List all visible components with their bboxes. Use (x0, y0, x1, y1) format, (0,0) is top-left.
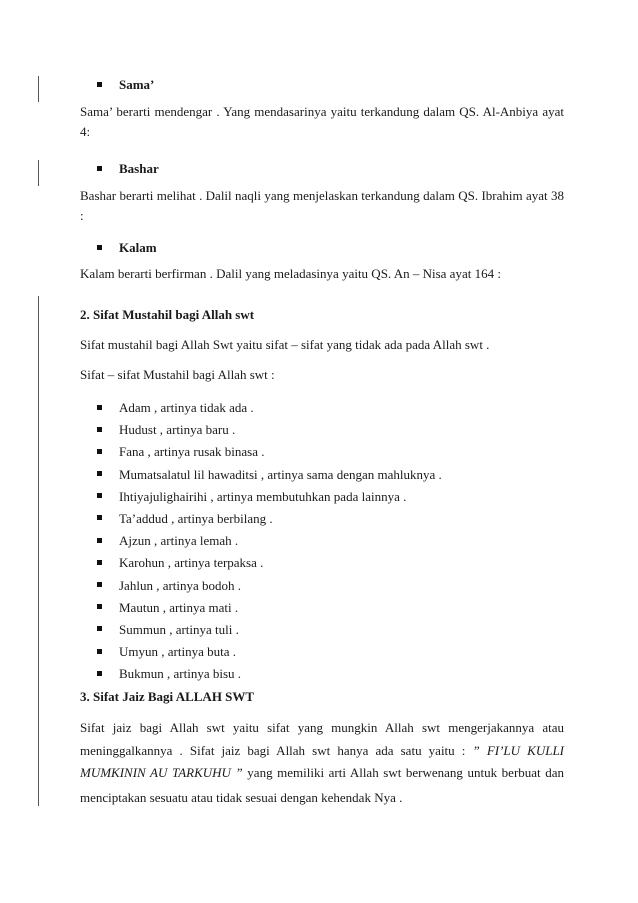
section-heading-mustahil: 2. Sifat Mustahil bagi Allah swt (80, 307, 255, 322)
section-heading-jaiz: 3. Sifat Jaiz Bagi ALLAH SWT (80, 689, 255, 704)
list-item: Karohun , artinya terpaksa . (97, 555, 442, 577)
bullet-heading-kalam (97, 240, 157, 256)
change-bar-3 (38, 296, 39, 806)
paragraph-line: : (80, 208, 84, 223)
square-bullet-icon (97, 405, 102, 410)
text-run: meninggalkannya . Sifat jaiz bagi Allah swt hanya ada satu yaitu : (80, 743, 466, 758)
list-item: Ajzun , artinya lemah . (97, 533, 442, 555)
list-item: Mumatsalatul lil hawaditsi , artinya sama dengan mahluknya . (97, 467, 442, 489)
text-run: yang memiliki arti Allah swt berwenang untuk berbuat dan (242, 765, 564, 780)
paragraph-mustahil-intro: Sifat mustahil bagi Allah Swt yaitu sifat – sifat yang tidak ada pada Allah swt . (80, 337, 490, 352)
paragraph-line: Sifat jaiz bagi Allah swt yaitu sifat yang mungkin Allah swt mengerjakannya atau (80, 720, 564, 735)
text-run-italic: ” FI’LU KULLI (472, 743, 565, 758)
paragraph-jaiz (80, 718, 564, 817)
bullet-heading-sama (97, 77, 154, 93)
list-item: Summun , artinya tuli . (97, 622, 442, 644)
square-bullet-icon (97, 560, 102, 565)
heading-text: Bashar (119, 161, 159, 176)
list-item: Fana , artinya rusak binasa . (97, 444, 442, 466)
list-item: Bukmun , artinya bisu . (97, 666, 442, 688)
mustahil-list (97, 400, 442, 688)
square-bullet-icon (97, 649, 102, 654)
change-bar-2 (38, 160, 39, 186)
paragraph-line: menciptakan sesuatu atau tidak sesuai dengan kehendak Nya . (80, 790, 403, 805)
list-item: Umyun , artinya buta . (97, 644, 442, 666)
heading-text: Kalam (119, 240, 157, 255)
list-item: Mautun , artinya mati . (97, 600, 442, 622)
square-bullet-icon (97, 245, 102, 250)
paragraph-bashar (80, 186, 564, 235)
square-bullet-icon (97, 515, 102, 520)
list-item: Ta’addud , artinya berbilang . (97, 511, 442, 533)
square-bullet-icon (97, 604, 102, 609)
text-run-italic: MUMKININ AU TARKUHU ” (80, 765, 243, 780)
square-bullet-icon (97, 449, 102, 454)
paragraph-sama (80, 102, 564, 151)
change-bar-1 (38, 76, 39, 102)
paragraph-line: Sama’ berarti mendengar . Yang mendasarinya yaitu terkandung dalam QS. Al-Anbiya ayat (80, 104, 564, 119)
square-bullet-icon (97, 582, 102, 587)
bullet-heading-bashar (97, 161, 159, 177)
square-bullet-icon (97, 471, 102, 476)
paragraph-line (80, 741, 564, 764)
square-bullet-icon (97, 538, 102, 543)
square-bullet-icon (97, 671, 102, 676)
heading-text: Sama’ (119, 77, 155, 92)
list-item: Adam , artinya tidak ada . (97, 400, 442, 422)
square-bullet-icon (97, 626, 102, 631)
square-bullet-icon (97, 493, 102, 498)
square-bullet-icon (97, 166, 102, 171)
list-item: Ihtiyajulighairihi , artinya membutuhkan pada lainnya . (97, 489, 442, 511)
square-bullet-icon (97, 427, 102, 432)
paragraph-kalam: Kalam berarti berfirman . Dalil yang meladasinya yaitu QS. An – Nisa ayat 164 : (80, 266, 501, 281)
list-item: Jahlun , artinya bodoh . (97, 578, 442, 600)
square-bullet-icon (97, 82, 102, 87)
list-item: Hudust , artinya baru . (97, 422, 442, 444)
paragraph-line: 4: (80, 124, 91, 139)
paragraph-line (80, 763, 564, 788)
paragraph-mustahil-list-intro: Sifat – sifat Mustahil bagi Allah swt : (80, 367, 275, 382)
paragraph-line: Bashar berarti melihat . Dalil naqli yang menjelaskan terkandung dalam QS. Ibrahim ayat 38 (80, 188, 564, 203)
